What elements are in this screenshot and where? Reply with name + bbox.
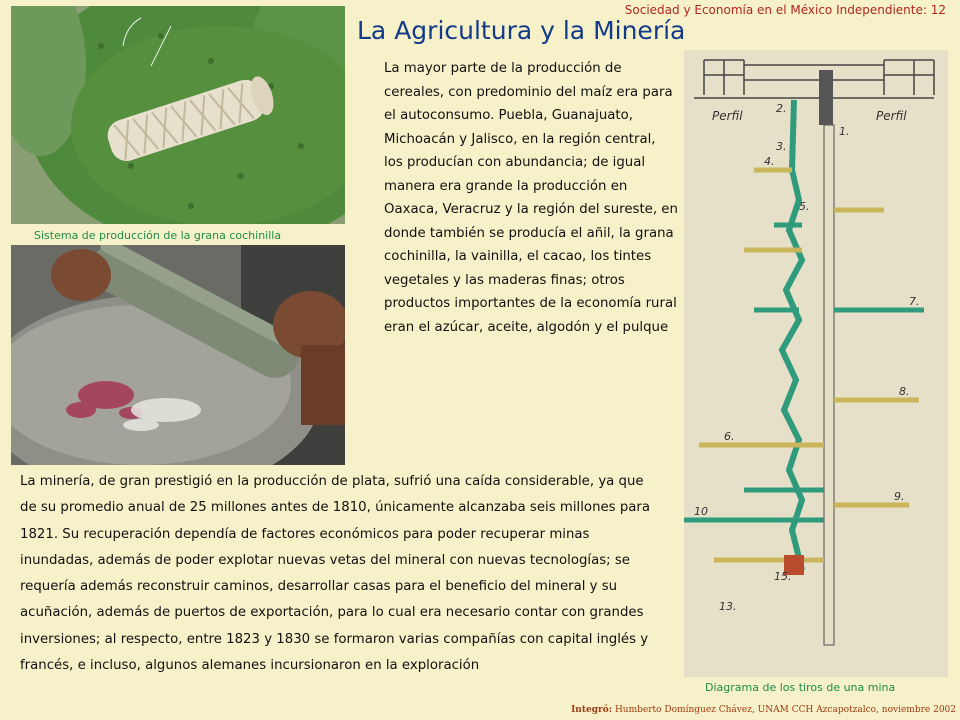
diagram-number: 1.	[839, 125, 850, 138]
agriculture-text: La mayor parte de la producción de cereales, con predominio del maíz era para el autoconsumo. Puebla, Guanajuato, Michoacán y Jalisco, en la región central, los producían con abundancia; de igual manera era grande la producción en Oaxaca, Veracruz y la región del sureste, en donde también se producía el añil, la grana cochinilla, la vainilla, el cacao, los tintes vegetales y las maderas finas; otros productos importantes de la economía rural eran el azúcar, aceite, algodón y el pulque	[384, 61, 678, 335]
cochinilla-photo	[11, 6, 345, 224]
mining-text: La minería, de gran prestigió en la producción de plata, sufrió una caída considerable, ya que de su promedio anual de 25 millones antes de 1810, únicamente alcanzaba seis millones para 1821. Su recuperación dependía de factores económicos para poder recuperar minas inundadas, además de poder explotar nuevas vetas del mineral con nuevas tecnologías; se requería además reconstruir caminos, desarrollar casas para el beneficio del mineral y su acuñación, además de puertos de exportación, para lo cual era necesario contar con grandes inversiones; al respecto, entre 1823 y 1830 se formaron varias compañías con capital inglés y francés, e incluso, algunos alemanes incursionaron en la exploración	[20, 474, 651, 674]
diagram-number: 3.	[776, 140, 787, 153]
credit-text: Humberto Domínguez Chávez, UNAM CCH Azcapotzalco, noviembre 2002	[614, 705, 956, 715]
diagram-number: 4.	[764, 155, 775, 168]
course-header: Sociedad y Economía en el México Independiente: 12	[624, 3, 946, 17]
diagram-label-left: Perfil	[712, 109, 743, 123]
cochinilla-caption: Sistema de producción de la grana cochinilla	[34, 229, 282, 242]
diagram-caption: Diagrama de los tiros de una mina	[705, 681, 896, 694]
diagram-number: 13.	[719, 600, 737, 613]
diagram-number: 7.	[909, 295, 920, 308]
metate-photo	[11, 245, 345, 465]
diagram-number: 15.	[774, 570, 792, 583]
page-title: La Agricultura y la Minería	[357, 16, 686, 45]
diagram-number: 2.	[776, 102, 787, 115]
diagram-number: 5.	[799, 200, 810, 213]
diagram-number: 10	[694, 505, 708, 518]
credit-label: Integró:	[571, 705, 613, 715]
credit-line	[571, 705, 956, 715]
diagram-number: 6.	[724, 430, 735, 443]
diagram-label-right: Perfil	[876, 109, 907, 123]
diagram-number: 8.	[899, 385, 910, 398]
diagram-number: 9.	[894, 490, 905, 503]
mine-shaft-diagram	[684, 50, 948, 677]
